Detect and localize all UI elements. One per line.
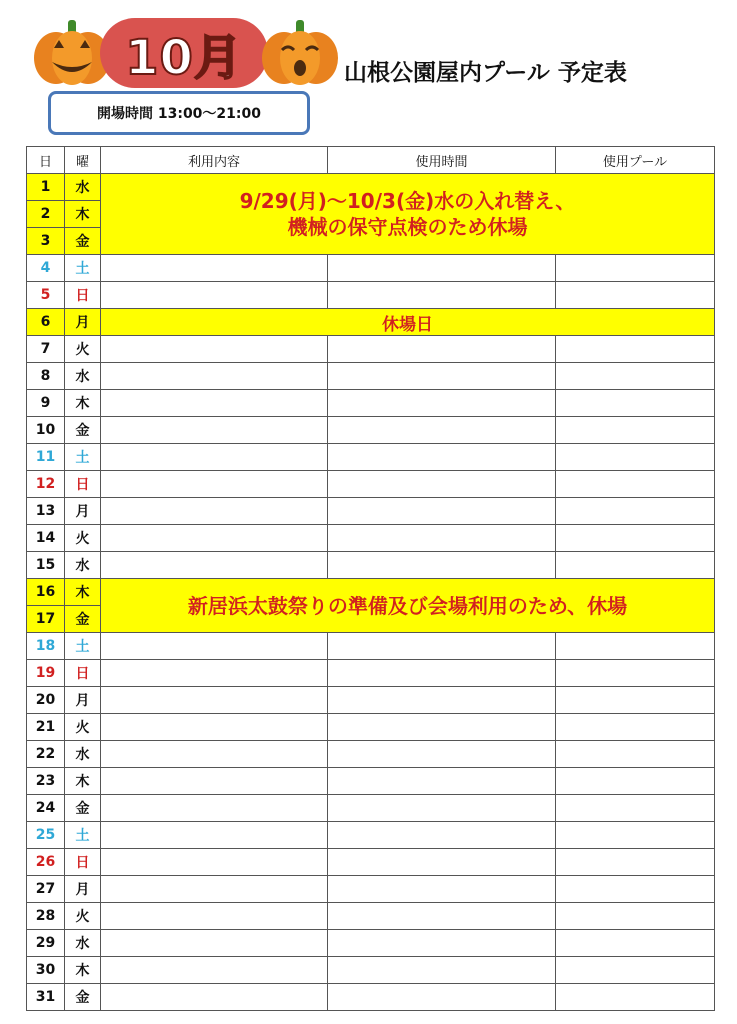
- time-cell: [328, 282, 556, 309]
- use-cell: [101, 822, 328, 849]
- table-row: [27, 849, 715, 876]
- pool-cell: [556, 903, 715, 930]
- maintenance-note: [101, 174, 715, 255]
- day-cell: 20: [27, 687, 65, 714]
- weekday-cell: 火: [65, 336, 101, 363]
- pool-cell: [556, 471, 715, 498]
- day-cell: 6: [27, 309, 65, 336]
- day-cell: 23: [27, 768, 65, 795]
- weekday-cell: 水: [65, 930, 101, 957]
- weekday-cell: 水: [65, 363, 101, 390]
- table-row: [27, 714, 715, 741]
- pool-cell: [556, 390, 715, 417]
- time-cell: [328, 687, 556, 714]
- pool-cell: [556, 552, 715, 579]
- weekday-cell: 水: [65, 174, 101, 201]
- time-cell: [328, 417, 556, 444]
- weekday-cell: 土: [65, 444, 101, 471]
- day-cell: 7: [27, 336, 65, 363]
- time-cell: [328, 552, 556, 579]
- time-cell: [328, 795, 556, 822]
- page-title: 山根公園屋内プール 予定表: [344, 60, 627, 86]
- pool-cell: [556, 714, 715, 741]
- day-cell: 29: [27, 930, 65, 957]
- pool-cell: [556, 822, 715, 849]
- use-cell: [101, 390, 328, 417]
- pool-cell: [556, 282, 715, 309]
- weekday-cell: 土: [65, 633, 101, 660]
- use-cell: [101, 282, 328, 309]
- weekday-cell: 木: [65, 957, 101, 984]
- table-row: [27, 471, 715, 498]
- pool-cell: [556, 876, 715, 903]
- day-cell: 15: [27, 552, 65, 579]
- use-cell: [101, 444, 328, 471]
- day-cell: 27: [27, 876, 65, 903]
- day-cell: 24: [27, 795, 65, 822]
- weekday-cell: 土: [65, 822, 101, 849]
- use-cell: [101, 498, 328, 525]
- time-cell: [328, 336, 556, 363]
- weekday-cell: 火: [65, 714, 101, 741]
- table-row: [27, 822, 715, 849]
- time-cell: [328, 957, 556, 984]
- weekday-cell: 金: [65, 606, 101, 633]
- use-cell: [101, 525, 328, 552]
- use-cell: [101, 714, 328, 741]
- pool-cell: [556, 660, 715, 687]
- weekday-cell: 月: [65, 498, 101, 525]
- weekday-cell: 金: [65, 795, 101, 822]
- use-cell: [101, 336, 328, 363]
- pool-cell: [556, 363, 715, 390]
- time-cell: [328, 390, 556, 417]
- day-cell: 2: [27, 201, 65, 228]
- pool-cell: [556, 336, 715, 363]
- page-header: [0, 0, 737, 145]
- table-row: [27, 930, 715, 957]
- header-usage: 利用内容: [101, 147, 328, 174]
- use-cell: [101, 255, 328, 282]
- use-cell: [101, 552, 328, 579]
- use-cell: [101, 768, 328, 795]
- table-row: [27, 282, 715, 309]
- use-cell: [101, 903, 328, 930]
- month-badge-text: 10月: [125, 29, 243, 86]
- closed-day-note: 休場日: [101, 309, 715, 336]
- weekday-cell: 木: [65, 201, 101, 228]
- maintenance-note-line1: 9/29(月)〜10/3(金)水の入れ替え、: [239, 189, 576, 213]
- weekday-cell: 水: [65, 552, 101, 579]
- day-cell: 19: [27, 660, 65, 687]
- maintenance-note-line2: 機械の保守点検のため休場: [287, 215, 528, 239]
- pool-cell: [556, 795, 715, 822]
- day-cell: 21: [27, 714, 65, 741]
- table-row: [27, 903, 715, 930]
- use-cell: [101, 471, 328, 498]
- day-cell: 28: [27, 903, 65, 930]
- time-cell: [328, 903, 556, 930]
- table-row: [27, 768, 715, 795]
- table-header-row: [27, 147, 715, 174]
- use-cell: [101, 876, 328, 903]
- use-cell: [101, 417, 328, 444]
- weekday-cell: 月: [65, 876, 101, 903]
- day-cell: 25: [27, 822, 65, 849]
- header-time: 使用時間: [328, 147, 556, 174]
- table-row: [27, 687, 715, 714]
- table-row: [27, 525, 715, 552]
- table-row: [27, 444, 715, 471]
- pool-cell: [556, 633, 715, 660]
- table-row: [27, 363, 715, 390]
- pumpkin-icon: [258, 18, 342, 86]
- time-cell: [328, 660, 556, 687]
- table-row: [27, 174, 715, 201]
- table-row: [27, 309, 715, 336]
- day-cell: 18: [27, 633, 65, 660]
- time-cell: [328, 363, 556, 390]
- day-cell: 14: [27, 525, 65, 552]
- table-row: [27, 633, 715, 660]
- pool-cell: [556, 498, 715, 525]
- use-cell: [101, 741, 328, 768]
- use-cell: [101, 687, 328, 714]
- table-row: [27, 417, 715, 444]
- time-cell: [328, 849, 556, 876]
- weekday-cell: 土: [65, 255, 101, 282]
- time-cell: [328, 498, 556, 525]
- weekday-cell: 木: [65, 579, 101, 606]
- pool-cell: [556, 255, 715, 282]
- table-row: [27, 660, 715, 687]
- pool-cell: [556, 768, 715, 795]
- pool-cell: [556, 849, 715, 876]
- time-cell: [328, 471, 556, 498]
- schedule-body: [27, 174, 715, 1011]
- weekday-cell: 月: [65, 309, 101, 336]
- pool-cell: [556, 687, 715, 714]
- day-cell: 9: [27, 390, 65, 417]
- time-cell: [328, 633, 556, 660]
- festival-note: 新居浜太鼓祭りの準備及び会場利用のため、休場: [101, 579, 715, 633]
- day-cell: 26: [27, 849, 65, 876]
- weekday-cell: 日: [65, 849, 101, 876]
- weekday-cell: 木: [65, 768, 101, 795]
- table-row: [27, 579, 715, 606]
- weekday-cell: 火: [65, 525, 101, 552]
- time-cell: [328, 444, 556, 471]
- day-cell: 30: [27, 957, 65, 984]
- pool-cell: [556, 930, 715, 957]
- day-cell: 31: [27, 984, 65, 1011]
- table-row: [27, 552, 715, 579]
- weekday-cell: 木: [65, 390, 101, 417]
- day-cell: 17: [27, 606, 65, 633]
- day-cell: 3: [27, 228, 65, 255]
- day-cell: 16: [27, 579, 65, 606]
- table-row: [27, 498, 715, 525]
- use-cell: [101, 795, 328, 822]
- day-cell: 12: [27, 471, 65, 498]
- weekday-cell: 日: [65, 660, 101, 687]
- weekday-cell: 火: [65, 903, 101, 930]
- table-row: [27, 741, 715, 768]
- schedule-table: [26, 146, 715, 1011]
- day-cell: 13: [27, 498, 65, 525]
- weekday-cell: 金: [65, 984, 101, 1011]
- weekday-cell: 水: [65, 741, 101, 768]
- time-cell: [328, 714, 556, 741]
- pool-cell: [556, 444, 715, 471]
- day-cell: 1: [27, 174, 65, 201]
- time-cell: [328, 525, 556, 552]
- header-day: 日: [27, 147, 65, 174]
- time-cell: [328, 984, 556, 1011]
- pool-cell: [556, 984, 715, 1011]
- use-cell: [101, 957, 328, 984]
- day-cell: 22: [27, 741, 65, 768]
- pool-cell: [556, 525, 715, 552]
- time-cell: [328, 768, 556, 795]
- use-cell: [101, 660, 328, 687]
- day-cell: 5: [27, 282, 65, 309]
- time-cell: [328, 255, 556, 282]
- table-row: [27, 336, 715, 363]
- table-row: [27, 255, 715, 282]
- header-pool: 使用プール: [556, 147, 715, 174]
- header-weekday: 曜: [65, 147, 101, 174]
- weekday-cell: 金: [65, 228, 101, 255]
- time-cell: [328, 741, 556, 768]
- time-cell: [328, 822, 556, 849]
- opening-hours-box: 開場時間 13:00〜21:00: [48, 91, 310, 135]
- pool-cell: [556, 417, 715, 444]
- table-row: [27, 390, 715, 417]
- day-cell: 11: [27, 444, 65, 471]
- use-cell: [101, 930, 328, 957]
- month-badge: [100, 18, 268, 88]
- use-cell: [101, 849, 328, 876]
- weekday-cell: 日: [65, 471, 101, 498]
- pool-cell: [556, 741, 715, 768]
- use-cell: [101, 984, 328, 1011]
- weekday-cell: 日: [65, 282, 101, 309]
- table-row: [27, 876, 715, 903]
- table-row: [27, 957, 715, 984]
- pool-cell: [556, 957, 715, 984]
- use-cell: [101, 363, 328, 390]
- use-cell: [101, 633, 328, 660]
- day-cell: 4: [27, 255, 65, 282]
- weekday-cell: 月: [65, 687, 101, 714]
- time-cell: [328, 930, 556, 957]
- table-row: [27, 984, 715, 1011]
- table-row: [27, 795, 715, 822]
- day-cell: 8: [27, 363, 65, 390]
- day-cell: 10: [27, 417, 65, 444]
- time-cell: [328, 876, 556, 903]
- weekday-cell: 金: [65, 417, 101, 444]
